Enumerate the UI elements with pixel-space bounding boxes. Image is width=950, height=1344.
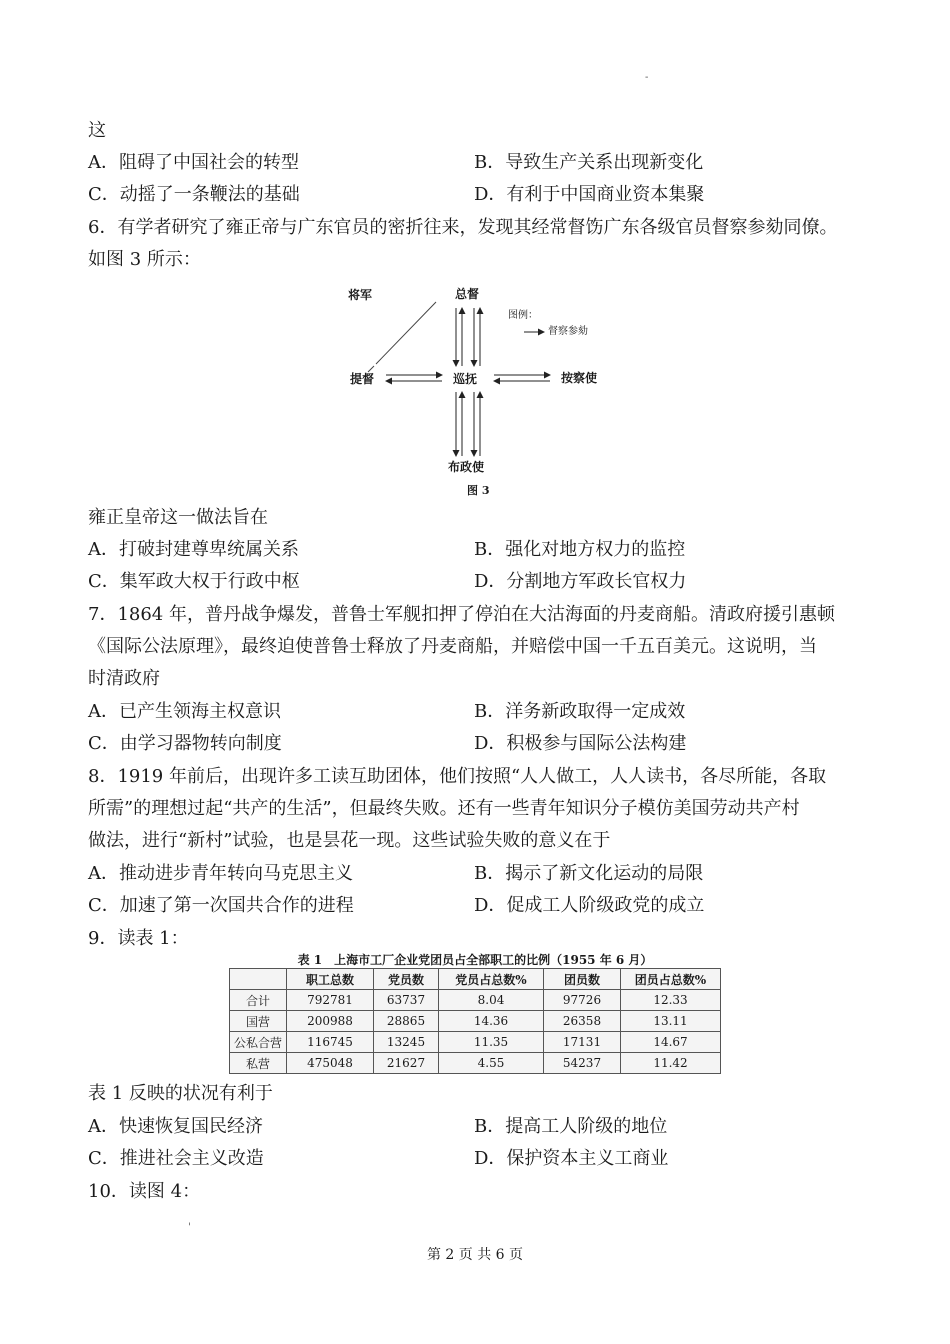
q5-stem-tail: 这	[88, 120, 106, 141]
table-header-cell: 党员占总数%	[439, 969, 544, 990]
table-cell: 4.55	[439, 1053, 544, 1074]
table-cell: 12.33	[621, 990, 721, 1011]
table-header-cell: 党员数	[374, 969, 439, 990]
q8-option-b[interactable]: B．揭示了新文化运动的局限	[474, 863, 704, 884]
figure-3-supervision-diagram	[338, 282, 618, 502]
q5-option-d[interactable]: D．有利于中国商业资本集聚	[474, 184, 705, 205]
q7-option-a[interactable]: A．已产生领海主权意识	[88, 701, 281, 722]
node-governor: 巡抚	[453, 372, 478, 386]
q9-stem: 9．读表 1：	[88, 928, 189, 949]
q8-option-c[interactable]: C．加速了第一次国共合作的进程	[88, 895, 354, 916]
q9-option-c[interactable]: C．推进社会主义改造	[88, 1148, 264, 1169]
table-header-cell: 团员数	[544, 969, 621, 990]
q6-option-b[interactable]: B．强化对地方权力的监控	[474, 539, 686, 560]
q5-option-a[interactable]: A．阻碍了中国社会的转型	[88, 152, 299, 173]
bottom-mark: '	[188, 1222, 191, 1233]
table-header-cell: 团员占总数%	[621, 969, 721, 990]
table-cell: 26358	[544, 1011, 621, 1032]
q5-option-b[interactable]: B．导致生产关系出现新变化	[474, 152, 704, 173]
q8-stem-line-3: 做法，进行“新村”试验，也是昙花一现。这些试验失败的意义在于	[88, 830, 611, 851]
table-cell: 私营	[230, 1053, 287, 1074]
table-cell: 28865	[374, 1011, 439, 1032]
q8-stem-line-2: 所需”的理想过起“共产的生活”，但最终失败。还有一些青年知识分子模仿美国劳动共产村	[88, 798, 800, 819]
node-governor-general: 总督	[455, 287, 480, 301]
table-header-cell: 职工总数	[287, 969, 374, 990]
q7-option-d[interactable]: D．积极参与国际公法构建	[474, 733, 687, 754]
q10-stem: 10．读图 4：	[88, 1181, 201, 1202]
q6-stem-line-2: 如图 3 所示：	[88, 249, 201, 270]
general-commander-link	[376, 302, 436, 364]
table-title: 表 1 上海市工厂企业党团员占全部职工的比例（1955 年 6 月）	[297, 953, 653, 967]
q6-option-a[interactable]: A．打破封建尊卑统属关系	[88, 539, 299, 560]
table-cell: 国营	[230, 1011, 287, 1032]
party-member-ratio-table	[229, 968, 721, 1074]
table-cell: 13.11	[621, 1011, 721, 1032]
table-cell: 8.04	[439, 990, 544, 1011]
node-provincial-commander: 提督	[350, 372, 375, 386]
legend-text: 督察参劾	[548, 326, 588, 337]
table-cell: 14.36	[439, 1011, 544, 1032]
q7-option-b[interactable]: B．洋务新政取得一定成效	[474, 701, 686, 722]
top-mark: -	[645, 72, 649, 83]
table-row	[230, 1053, 721, 1074]
table-cell: 公私合营	[230, 1032, 287, 1053]
q6-stem-line-1: 6．有学者研究了雍正帝与广东官员的密折往来，发现其经常督饬广东各级官员督察参劾同僚。	[88, 217, 838, 238]
legend-title: 图例：	[508, 310, 538, 321]
table-cell: 14.67	[621, 1032, 721, 1053]
table-row	[230, 1011, 721, 1032]
q9-option-b[interactable]: B．提高工人阶级的地位	[474, 1116, 668, 1137]
table-cell: 97726	[544, 990, 621, 1011]
table-cell: 11.42	[621, 1053, 721, 1074]
node-financial-commissioner: 布政使	[448, 460, 485, 474]
q9-option-d[interactable]: D．保护资本主义工商业	[474, 1148, 669, 1169]
table-cell: 200988	[287, 1011, 374, 1032]
q9-question: 表 1 反映的状况有利于	[88, 1083, 273, 1104]
figure-caption: 图 3	[467, 484, 490, 497]
table-row	[230, 1032, 721, 1053]
page-footer: 第 2 页 共 6 页	[426, 1247, 524, 1263]
q8-option-d[interactable]: D．促成工人阶级政党的成立	[474, 895, 705, 916]
q8-stem-line-1: 8．1919 年前后，出现许多工读互助团体，他们按照“人人做工，人人读书，各尽所能，各取	[88, 766, 827, 787]
table-cell: 475048	[287, 1053, 374, 1074]
table-header-row	[230, 969, 721, 990]
q6-option-c[interactable]: C．集军政大权于行政中枢	[88, 571, 300, 592]
table-cell: 13245	[374, 1032, 439, 1053]
table-cell: 21627	[374, 1053, 439, 1074]
node-surveillance-commissioner: 按察使	[561, 371, 598, 385]
table-cell: 792781	[287, 990, 374, 1011]
q8-option-a[interactable]: A．推动进步青年转向马克思主义	[88, 863, 353, 884]
table-cell: 63737	[374, 990, 439, 1011]
q7-stem-line-2: 《国际公法原理》，最终迫使普鲁士释放了丹麦商船，并赔偿中国一千五百美元。这说明，当	[88, 636, 817, 657]
q7-stem-line-1: 7．1864 年，普丹战争爆发，普鲁士军舰扣押了停泊在大沽海面的丹麦商船。清政府援引惠顿	[88, 604, 835, 625]
table-cell: 11.35	[439, 1032, 544, 1053]
table-header-cell	[230, 969, 287, 990]
node-general: 将军	[348, 288, 373, 302]
q6-option-d[interactable]: D．分割地方军政长官权力	[474, 571, 687, 592]
q5-option-c[interactable]: C．动摇了一条鞭法的基础	[88, 184, 300, 205]
q7-stem-line-3: 时清政府	[88, 668, 160, 689]
q6-question: 雍正皇帝这一做法旨在	[88, 507, 268, 528]
table-cell: 54237	[544, 1053, 621, 1074]
q7-option-c[interactable]: C．由学习器物转向制度	[88, 733, 282, 754]
table-cell: 17131	[544, 1032, 621, 1053]
table-row	[230, 990, 721, 1011]
table-cell: 116745	[287, 1032, 374, 1053]
table-cell: 合计	[230, 990, 287, 1011]
q9-option-a[interactable]: A．快速恢复国民经济	[88, 1116, 263, 1137]
table-1	[229, 952, 721, 1074]
